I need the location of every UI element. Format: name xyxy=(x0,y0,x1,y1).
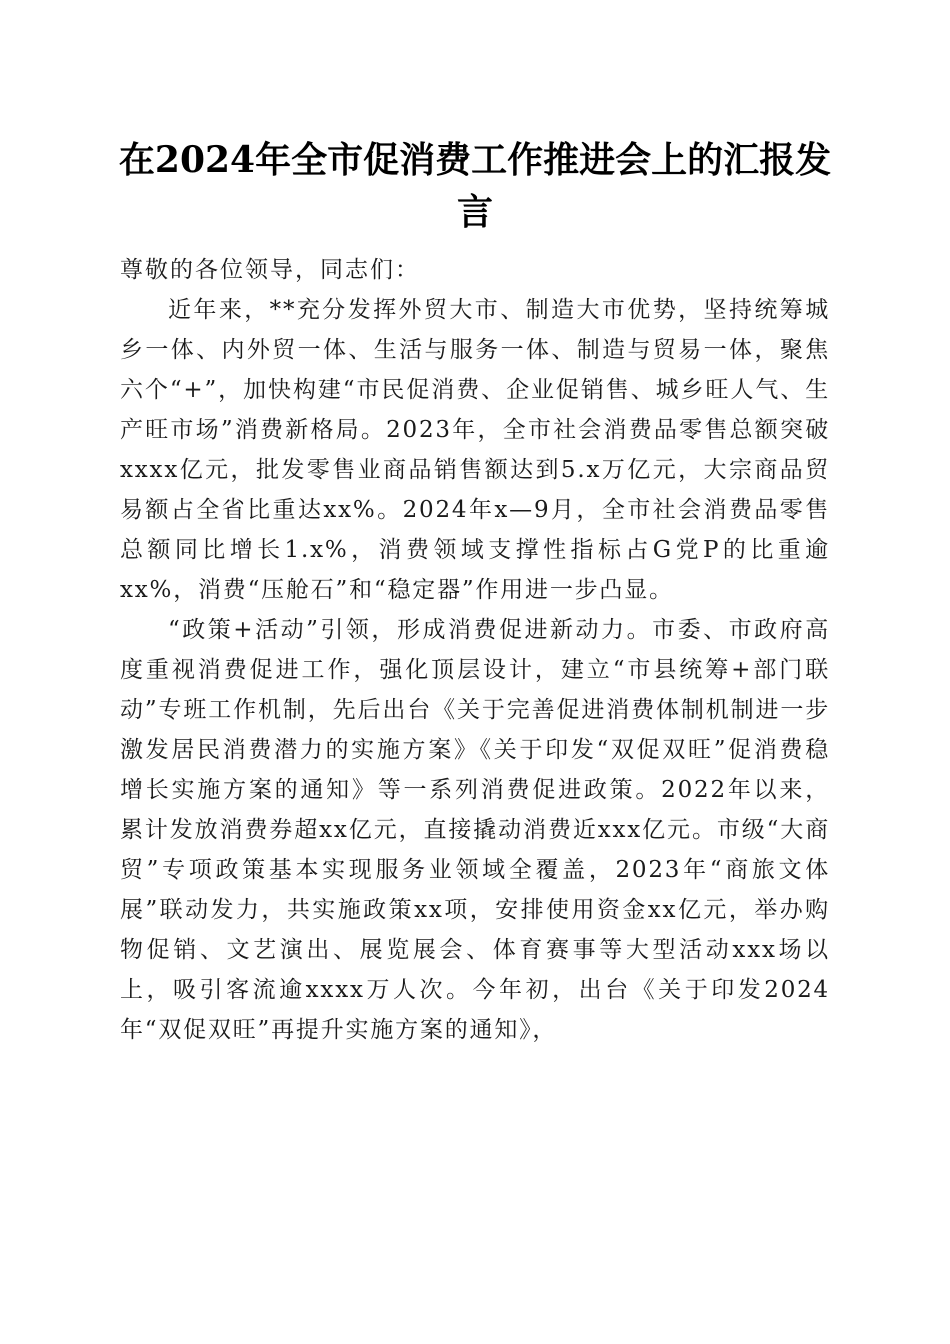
paragraph-overview: 近年来，**充分发挥外贸大市、制造大市优势，坚持统筹城乡一体、内外贸一体、生活与服务一体、制造与贸易一体，聚焦六个“+”，加快构建“市民促消费、企业促销售、城乡旺人气、生产旺市场”消费新格局。2023年，全市社会消费品零售总额突破xxxx亿元，批发零售业商品销售额达到5.x万亿元，大宗商品贸易额占全省比重达xx%。2024年x—9月，全市社会消费品零售总额同比增长1.x%，消费领域支撑性指标占G党P的比重逾xx%，消费“压舱石”和“稳定器”作用进一步凸显。 xyxy=(120,297,830,603)
salutation: 尊敬的各位领导，同志们： xyxy=(120,257,420,283)
paragraph-policy: “政策+活动”引领，形成消费促进新动力。市委、市政府高度重视消费促进工作，强化顶层设计，建立“市县统筹+部门联动”专班工作机制，先后出台《关于完善促进消费体制机制进一步激发居民消费潜力的实施方案》《关于印发“双促双旺”促消费稳增长实施方案的通知》等一系列消费促进政策。2022年以来，累计发放消费券超xx亿元，直接撬动消费近xxx亿元。市级“大商贸”专项政策基本实现服务业领域全覆盖，2023年“商旅文体展”联动发力，共实施政策xx项，安排使用资金xx亿元，举办购物促销、文艺演出、展览展会、体育赛事等大型活动xxx场以上，吸引客流逾xxxx万人次。今年初，出台《关于印发2024年“双促双旺”再提升实施方案的通知》， xyxy=(120,617,830,1043)
document-body xyxy=(120,250,830,1050)
document-title: 在2024年全市促消费工作推进会上的汇报发言 xyxy=(118,139,832,233)
